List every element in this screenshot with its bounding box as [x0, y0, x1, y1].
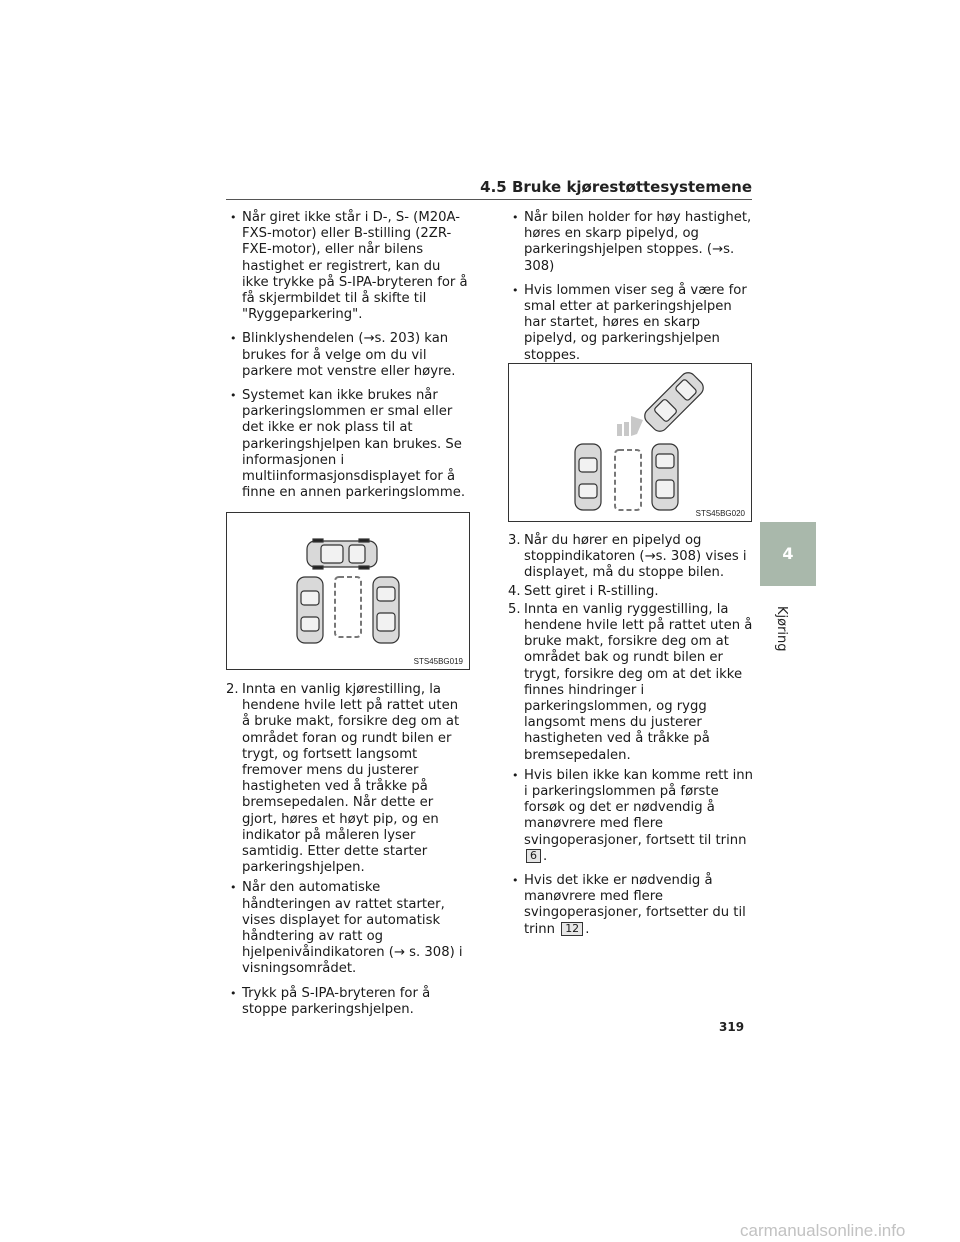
bullet-end: .	[543, 848, 548, 864]
step-text: Når du hører en pipelyd og stoppindikatoren (→s. 308) vises i displayet, må du stoppe bilen.	[524, 533, 747, 581]
left-steps	[226, 682, 470, 1026]
bullet-text: Hvis bilen ikke kan komme rett inn i parkeringslommen på første forsøk og det er nødvendig å manøvrere med flere svingoperasjoner, fortsett til trinn	[524, 767, 754, 848]
chapter-number: 4	[782, 544, 794, 563]
bullet-item: • Hvis lommen viser seg å være for smal etter at parkeringshjelpen har startet, høres en skarp pipelyd, og parkeringshjelpen stoppes.	[508, 283, 754, 364]
bullet-text: Hvis det ikke er nødvendig å manøvrere med flere svingoperasjoner, fortsetter du til trinn	[524, 873, 746, 937]
parking-diagram-2	[509, 364, 751, 521]
bullet-item	[508, 873, 754, 938]
chapter-label: Kjøring	[774, 606, 789, 652]
parked-car-right-graphic	[373, 577, 399, 643]
step-number: 4.	[508, 583, 521, 599]
step-reference-badge: 6	[526, 849, 541, 863]
bullet-end: .	[585, 921, 590, 937]
step-number: 5.	[508, 601, 521, 617]
step-number: 2.	[226, 682, 239, 697]
figure-code: STS45BG019	[413, 657, 463, 666]
moving-car-graphic	[641, 369, 706, 434]
parked-car-right-graphic	[652, 444, 678, 510]
step-reference-badge: 12	[561, 922, 583, 936]
step-item	[226, 682, 470, 876]
step-text: Innta en vanlig ryggestilling, la hendene hvile lett på rattet uten å bruke makt, forsikre deg om at området bak og rundt bilen er trygt, forsikre deg om at det ikke finnes hindringer i parkeringslommen, og rygg langsomt mens du justerer hastigheten ved å tråkke på bremsepedalen.	[524, 601, 753, 763]
bullet-item: • Blinklyshendelen (→s. 203) kan brukes for å velge om du vil parkere mot venstre eller høyre.	[226, 331, 470, 380]
bullet-item	[508, 768, 754, 865]
bullet-item: • Trykk på S-IPA-bryteren for å stoppe parkeringshjelpen.	[226, 986, 470, 1018]
step-item	[508, 602, 754, 764]
bullet-item: • Når giret ikke står i D-, S- (M20A-FXS-motor) eller B-stilling (2ZR-FXE-motor), eller når bilens hastighet er registrert, kan du ikke trykke på S-IPA-bryteren for å få skjermbildet til å skifte til "Ryggeparkering".	[226, 210, 470, 323]
motion-arrow-graphic	[617, 416, 643, 436]
right-steps	[508, 533, 754, 946]
section-title: 4.5 Bruke kjørestøttesystemene	[480, 178, 752, 196]
parking-slot-outline	[335, 577, 361, 637]
left-column	[226, 210, 470, 509]
step-item	[508, 533, 754, 582]
moving-car-graphic	[307, 539, 377, 569]
parking-slot-outline	[615, 450, 641, 510]
step-text: Sett giret i R-stilling.	[524, 583, 659, 599]
parking-figure-1	[226, 512, 470, 670]
parking-diagram-1	[227, 513, 469, 669]
page-number: 319	[719, 1020, 745, 1034]
header-divider	[226, 199, 752, 200]
figure-code: STS45BG020	[695, 509, 745, 518]
step-item	[508, 584, 754, 600]
parked-car-left-graphic	[575, 444, 601, 510]
step-number: 3.	[508, 533, 521, 548]
bullet-item: • Når den automatiske håndteringen av rattet starter, vises displayet for automatisk håndtering av ratt og hjelpenivåindikatoren (→ s. 308) i visningsområdet.	[226, 880, 470, 977]
parked-car-left-graphic	[297, 577, 323, 643]
bullet-item: • Når bilen holder for høy hastighet, høres en skarp pipelyd, og parkeringshjelpen stoppes. (→s. 308)	[508, 210, 754, 275]
bullet-item: • Systemet kan ikke brukes når parkeringslommen er smal eller det ikke er nok plass til at parkeringshjelpen kan brukes. Se informasjonen i multiinformasjonsdisplayet for å finne en annen parkeringslomme.	[226, 388, 470, 501]
parking-figure-2	[508, 363, 752, 522]
step-text: Innta en vanlig kjørestilling, la hendene hvile lett på rattet uten å bruke makt, forsikre deg om at området foran og rundt bilen er trygt, og fortsett langsomt fremover mens du justerer hastigheten ved å tråkke på bremsepedalen. Når dette er gjort, høres et høyt pip, og en indikator på måleren lyser samtidig. Etter dette starter parkeringshjelpen.	[242, 682, 460, 876]
footer-watermark: carmanualsonline.info	[740, 1221, 906, 1240]
right-column	[508, 210, 754, 372]
